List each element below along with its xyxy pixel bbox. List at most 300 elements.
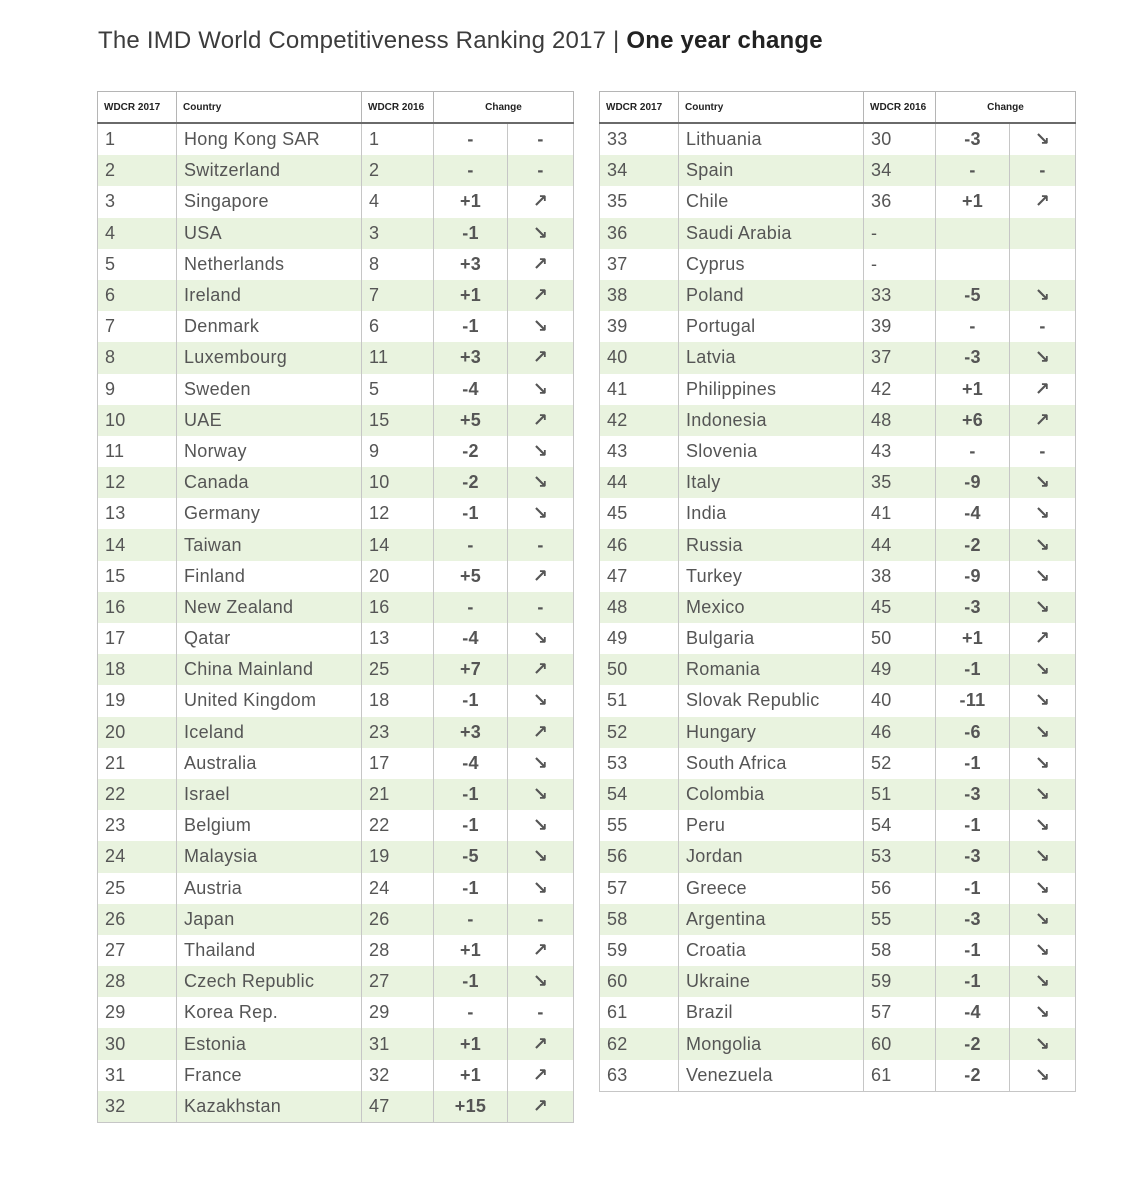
country-cell: Netherlands — [177, 249, 362, 280]
rank-2017-cell: 26 — [98, 904, 177, 935]
rank-2017-cell: 50 — [600, 654, 679, 685]
country-cell: Poland — [679, 280, 864, 311]
change-value-cell: - — [434, 997, 508, 1028]
country-cell: Australia — [177, 748, 362, 779]
rank-2016-cell: 28 — [362, 935, 434, 966]
no-change-icon: - — [1010, 436, 1076, 467]
change-value-cell: +1 — [434, 935, 508, 966]
rank-2016-cell: 18 — [362, 685, 434, 716]
rank-2016-cell: 36 — [864, 186, 936, 217]
no-change-icon: - — [508, 592, 574, 623]
rank-2016-cell: 2 — [362, 155, 434, 186]
rank-2017-cell: 20 — [98, 717, 177, 748]
rank-2017-cell: 23 — [98, 810, 177, 841]
table-row — [600, 249, 1076, 280]
rank-2016-cell: 61 — [864, 1060, 936, 1092]
rank-2016-cell: 58 — [864, 935, 936, 966]
arrow-up-icon: ↗ — [508, 249, 574, 280]
change-value-cell: +1 — [936, 186, 1010, 217]
change-value-cell: +5 — [434, 405, 508, 436]
rank-2016-cell: 23 — [362, 717, 434, 748]
rank-2017-cell: 14 — [98, 529, 177, 560]
arrow-up-icon: ↗ — [1010, 186, 1076, 217]
arrow-down-icon: ↘ — [1010, 717, 1076, 748]
rank-2016-cell: 52 — [864, 748, 936, 779]
change-value-cell: -1 — [936, 873, 1010, 904]
change-value-cell: - — [936, 155, 1010, 186]
rank-2016-cell: 11 — [362, 342, 434, 373]
table-row — [600, 654, 1076, 685]
no-change-icon: - — [1010, 155, 1076, 186]
rank-2017-cell: 6 — [98, 280, 177, 311]
rank-2017-cell: 59 — [600, 935, 679, 966]
arrow-up-icon: ↗ — [508, 1028, 574, 1059]
rank-2016-cell: 8 — [362, 249, 434, 280]
rank-2016-cell: 41 — [864, 498, 936, 529]
rank-2017-cell: 54 — [600, 779, 679, 810]
table-row — [600, 218, 1076, 249]
change-value-cell: - — [936, 436, 1010, 467]
rank-2017-cell: 46 — [600, 529, 679, 560]
change-value-cell: - — [434, 529, 508, 560]
country-cell: Ukraine — [679, 966, 864, 997]
table-row — [98, 748, 574, 779]
no-change-icon: - — [508, 997, 574, 1028]
change-value-cell: +1 — [434, 1028, 508, 1059]
change-value-cell: -3 — [936, 779, 1010, 810]
rank-2017-cell: 56 — [600, 841, 679, 872]
table-row — [98, 498, 574, 529]
country-cell: Portugal — [679, 311, 864, 342]
arrow-down-icon: ↘ — [508, 841, 574, 872]
rank-2016-cell: - — [864, 249, 936, 280]
arrow-up-icon: ↗ — [508, 342, 574, 373]
table-row — [600, 374, 1076, 405]
rank-2016-cell: 40 — [864, 685, 936, 716]
country-cell: Lithuania — [679, 123, 864, 155]
rank-2016-cell: 14 — [362, 529, 434, 560]
rank-2016-cell: 3 — [362, 218, 434, 249]
change-value-cell: -6 — [936, 717, 1010, 748]
country-cell: New Zealand — [177, 592, 362, 623]
table-row — [98, 561, 574, 592]
change-value-cell: -4 — [936, 997, 1010, 1028]
country-cell: Slovenia — [679, 436, 864, 467]
ranking-table-right — [599, 91, 1076, 1092]
table-row — [600, 405, 1076, 436]
arrow-down-icon: ↘ — [508, 779, 574, 810]
table-row — [98, 218, 574, 249]
table-row — [98, 529, 574, 560]
rank-2016-cell: 45 — [864, 592, 936, 623]
table-row — [98, 623, 574, 654]
arrow-up-icon: ↗ — [508, 935, 574, 966]
country-cell: Croatia — [679, 935, 864, 966]
arrow-down-icon: ↘ — [1010, 498, 1076, 529]
rank-2017-cell: 35 — [600, 186, 679, 217]
change-value-cell: -1 — [936, 966, 1010, 997]
arrow-down-icon: ↘ — [1010, 685, 1076, 716]
country-cell: USA — [177, 218, 362, 249]
rank-2016-cell: 15 — [362, 405, 434, 436]
country-cell: Slovak Republic — [679, 685, 864, 716]
table-row — [98, 186, 574, 217]
arrow-up-icon: ↗ — [508, 280, 574, 311]
rank-2016-cell: 26 — [362, 904, 434, 935]
table-row — [98, 467, 574, 498]
change-value-cell: -4 — [936, 498, 1010, 529]
no-change-icon: - — [1010, 311, 1076, 342]
table-row — [600, 467, 1076, 498]
arrow-down-icon: ↘ — [1010, 123, 1076, 155]
rank-2016-cell: 51 — [864, 779, 936, 810]
rank-2017-cell: 28 — [98, 966, 177, 997]
col-header-country: Country — [177, 92, 362, 124]
change-value-cell: +1 — [434, 186, 508, 217]
rank-2016-cell: 43 — [864, 436, 936, 467]
table-row — [98, 280, 574, 311]
ranking-table-left — [97, 91, 574, 1123]
rank-2016-cell: 5 — [362, 374, 434, 405]
rank-2016-cell: 4 — [362, 186, 434, 217]
arrow-down-icon: ↘ — [1010, 561, 1076, 592]
rank-2017-cell: 33 — [600, 123, 679, 155]
rank-2017-cell: 17 — [98, 623, 177, 654]
rank-2017-cell: 60 — [600, 966, 679, 997]
rank-2016-cell: 22 — [362, 810, 434, 841]
rank-2017-cell: 53 — [600, 748, 679, 779]
table-row — [600, 342, 1076, 373]
rank-2017-cell: 27 — [98, 935, 177, 966]
rank-2017-cell: 7 — [98, 311, 177, 342]
rank-2016-cell: 39 — [864, 311, 936, 342]
country-cell: Kazakhstan — [177, 1091, 362, 1123]
country-cell: Argentina — [679, 904, 864, 935]
arrow-down-icon: ↘ — [1010, 935, 1076, 966]
ranking-body-left — [98, 123, 574, 1123]
country-cell: Iceland — [177, 717, 362, 748]
rank-2017-cell: 32 — [98, 1091, 177, 1123]
country-cell: Czech Republic — [177, 966, 362, 997]
table-row — [600, 935, 1076, 966]
rank-2017-cell: 4 — [98, 218, 177, 249]
change-value-cell: -5 — [434, 841, 508, 872]
change-value-cell: -4 — [434, 623, 508, 654]
rank-2016-cell: 49 — [864, 654, 936, 685]
country-cell: China Mainland — [177, 654, 362, 685]
country-cell: Latvia — [679, 342, 864, 373]
change-value-cell: -1 — [936, 654, 1010, 685]
country-cell: Romania — [679, 654, 864, 685]
rank-2016-cell: 56 — [864, 873, 936, 904]
change-value-cell: -3 — [936, 123, 1010, 155]
rank-2017-cell: 9 — [98, 374, 177, 405]
change-value-cell: -2 — [936, 1028, 1010, 1059]
rank-2016-cell: - — [864, 218, 936, 249]
table-row — [98, 873, 574, 904]
country-cell: Canada — [177, 467, 362, 498]
rank-2016-cell: 34 — [864, 155, 936, 186]
change-value-cell: - — [434, 904, 508, 935]
table-row — [600, 498, 1076, 529]
country-cell: Taiwan — [177, 529, 362, 560]
col-header-wdcr2017: WDCR 2017 — [98, 92, 177, 124]
arrow-down-icon: ↘ — [508, 436, 574, 467]
table-row — [98, 1091, 574, 1123]
rank-2017-cell: 40 — [600, 342, 679, 373]
change-value-cell: -2 — [434, 467, 508, 498]
change-value-cell: +1 — [434, 280, 508, 311]
rank-2017-cell: 5 — [98, 249, 177, 280]
table-row — [600, 592, 1076, 623]
table-header-row — [98, 92, 574, 124]
change-value-cell: -1 — [434, 218, 508, 249]
arrow-down-icon: ↘ — [508, 218, 574, 249]
change-value-cell: - — [434, 592, 508, 623]
change-value-cell: +6 — [936, 405, 1010, 436]
rank-2017-cell: 3 — [98, 186, 177, 217]
rank-2016-cell: 9 — [362, 436, 434, 467]
rank-2017-cell: 57 — [600, 873, 679, 904]
table-row — [98, 810, 574, 841]
table-row — [600, 311, 1076, 342]
table-row — [98, 436, 574, 467]
rank-2016-cell: 55 — [864, 904, 936, 935]
change-value-cell: +3 — [434, 249, 508, 280]
rank-2017-cell: 48 — [600, 592, 679, 623]
arrow-down-icon: ↘ — [508, 748, 574, 779]
country-cell: Italy — [679, 467, 864, 498]
country-cell: Greece — [679, 873, 864, 904]
country-cell: Turkey — [679, 561, 864, 592]
table-row — [600, 561, 1076, 592]
country-cell: France — [177, 1060, 362, 1091]
table-row — [98, 841, 574, 872]
rank-2016-cell: 12 — [362, 498, 434, 529]
arrow-down-icon: ↘ — [508, 498, 574, 529]
rank-2016-cell: 20 — [362, 561, 434, 592]
rank-2017-cell: 51 — [600, 685, 679, 716]
rank-2017-cell: 31 — [98, 1060, 177, 1091]
change-value-cell: -3 — [936, 904, 1010, 935]
rank-2016-cell: 54 — [864, 810, 936, 841]
country-cell: Cyprus — [679, 249, 864, 280]
rank-2017-cell: 13 — [98, 498, 177, 529]
change-value-cell: -3 — [936, 592, 1010, 623]
arrow-up-icon: ↗ — [508, 1091, 574, 1123]
country-cell: Belgium — [177, 810, 362, 841]
table-row — [98, 685, 574, 716]
table-row — [98, 249, 574, 280]
country-cell: Qatar — [177, 623, 362, 654]
change-value-cell: -1 — [936, 935, 1010, 966]
table-row — [98, 904, 574, 935]
rank-2016-cell: 33 — [864, 280, 936, 311]
country-cell: UAE — [177, 405, 362, 436]
table-row — [98, 374, 574, 405]
change-value-cell: +3 — [434, 717, 508, 748]
country-cell: Peru — [679, 810, 864, 841]
table-row — [600, 123, 1076, 155]
rank-2016-cell: 42 — [864, 374, 936, 405]
no-change-icon: - — [508, 155, 574, 186]
col-header-wdcr2016: WDCR 2016 — [864, 92, 936, 124]
country-cell: South Africa — [679, 748, 864, 779]
ranking-body-right — [600, 123, 1076, 1091]
change-value-cell: -4 — [434, 748, 508, 779]
rank-2016-cell: 47 — [362, 1091, 434, 1123]
rank-2016-cell: 31 — [362, 1028, 434, 1059]
rank-2017-cell: 37 — [600, 249, 679, 280]
change-value-cell: -5 — [936, 280, 1010, 311]
title-bold: One year change — [626, 27, 823, 54]
change-value-cell: -1 — [434, 810, 508, 841]
rank-2017-cell: 30 — [98, 1028, 177, 1059]
arrow-up-icon: ↗ — [508, 186, 574, 217]
table-row — [600, 904, 1076, 935]
arrow-up-icon: ↗ — [1010, 374, 1076, 405]
table-row — [600, 529, 1076, 560]
arrow-down-icon: ↘ — [508, 311, 574, 342]
country-cell: Malaysia — [177, 841, 362, 872]
rank-2017-cell: 62 — [600, 1028, 679, 1059]
change-value-cell: -1 — [936, 748, 1010, 779]
rank-2016-cell: 10 — [362, 467, 434, 498]
rank-2017-cell: 61 — [600, 997, 679, 1028]
rank-2017-cell: 44 — [600, 467, 679, 498]
rank-2017-cell: 29 — [98, 997, 177, 1028]
rank-2016-cell: 32 — [362, 1060, 434, 1091]
change-value-cell: -2 — [936, 529, 1010, 560]
change-value-cell: -3 — [936, 841, 1010, 872]
table-row — [600, 436, 1076, 467]
rank-2017-cell: 24 — [98, 841, 177, 872]
country-cell: Russia — [679, 529, 864, 560]
country-cell: Philippines — [679, 374, 864, 405]
country-cell: Thailand — [177, 935, 362, 966]
country-cell: Sweden — [177, 374, 362, 405]
rank-2016-cell: 17 — [362, 748, 434, 779]
rank-2017-cell: 38 — [600, 280, 679, 311]
change-value-cell: -1 — [434, 873, 508, 904]
country-cell: Colombia — [679, 779, 864, 810]
rank-2017-cell: 49 — [600, 623, 679, 654]
rank-2017-cell: 43 — [600, 436, 679, 467]
arrow-down-icon: ↘ — [1010, 1060, 1076, 1092]
rank-2017-cell: 22 — [98, 779, 177, 810]
country-cell: Jordan — [679, 841, 864, 872]
arrow-down-icon: ↘ — [1010, 841, 1076, 872]
rank-2017-cell: 12 — [98, 467, 177, 498]
table-row — [98, 1060, 574, 1091]
empty-change-cell — [1010, 249, 1076, 280]
country-cell: Finland — [177, 561, 362, 592]
arrow-down-icon: ↘ — [508, 374, 574, 405]
table-row — [98, 155, 574, 186]
table-row — [600, 280, 1076, 311]
change-value-cell: -9 — [936, 561, 1010, 592]
arrow-down-icon: ↘ — [1010, 654, 1076, 685]
table-row — [98, 779, 574, 810]
rank-2017-cell: 2 — [98, 155, 177, 186]
table-row — [600, 717, 1076, 748]
col-header-change: Change — [434, 92, 574, 124]
change-value-cell: - — [936, 311, 1010, 342]
rank-2017-cell: 52 — [600, 717, 679, 748]
country-cell: Saudi Arabia — [679, 218, 864, 249]
rank-2016-cell: 35 — [864, 467, 936, 498]
rank-2016-cell: 53 — [864, 841, 936, 872]
arrow-down-icon: ↘ — [1010, 529, 1076, 560]
arrow-down-icon: ↘ — [1010, 280, 1076, 311]
rank-2017-cell: 1 — [98, 123, 177, 155]
table-row — [600, 810, 1076, 841]
rank-2017-cell: 42 — [600, 405, 679, 436]
no-change-icon: - — [508, 529, 574, 560]
table-row — [98, 935, 574, 966]
table-row — [98, 966, 574, 997]
col-header-wdcr2017: WDCR 2017 — [600, 92, 679, 124]
arrow-down-icon: ↘ — [1010, 904, 1076, 935]
change-value-cell: -1 — [434, 966, 508, 997]
arrow-up-icon: ↗ — [1010, 623, 1076, 654]
arrow-down-icon: ↘ — [1010, 748, 1076, 779]
country-cell: Hong Kong SAR — [177, 123, 362, 155]
arrow-down-icon: ↘ — [508, 810, 574, 841]
arrow-up-icon: ↗ — [508, 1060, 574, 1091]
country-cell: Switzerland — [177, 155, 362, 186]
change-value-cell: -1 — [434, 685, 508, 716]
rank-2017-cell: 58 — [600, 904, 679, 935]
no-change-icon: - — [508, 123, 574, 155]
rank-2017-cell: 47 — [600, 561, 679, 592]
rank-2017-cell: 10 — [98, 405, 177, 436]
empty-change-cell — [1010, 218, 1076, 249]
change-value-cell: -1 — [936, 810, 1010, 841]
rank-2016-cell: 1 — [362, 123, 434, 155]
rank-2016-cell: 19 — [362, 841, 434, 872]
country-cell: Brazil — [679, 997, 864, 1028]
rank-2017-cell: 15 — [98, 561, 177, 592]
country-cell: Israel — [177, 779, 362, 810]
table-header-row — [600, 92, 1076, 124]
page-title — [98, 27, 823, 55]
change-value-cell: -4 — [434, 374, 508, 405]
country-cell: Japan — [177, 904, 362, 935]
change-value-cell: +15 — [434, 1091, 508, 1123]
rank-2016-cell: 13 — [362, 623, 434, 654]
country-cell: Estonia — [177, 1028, 362, 1059]
country-cell: Singapore — [177, 186, 362, 217]
country-cell: Chile — [679, 186, 864, 217]
rank-2016-cell: 37 — [864, 342, 936, 373]
rank-2016-cell: 25 — [362, 654, 434, 685]
country-cell: Hungary — [679, 717, 864, 748]
country-cell: Germany — [177, 498, 362, 529]
table-row — [98, 311, 574, 342]
country-cell: Spain — [679, 155, 864, 186]
rank-2016-cell: 50 — [864, 623, 936, 654]
change-value-cell: -2 — [434, 436, 508, 467]
country-cell: Korea Rep. — [177, 997, 362, 1028]
rank-2016-cell: 60 — [864, 1028, 936, 1059]
arrow-up-icon: ↗ — [1010, 405, 1076, 436]
rank-2017-cell: 25 — [98, 873, 177, 904]
rank-2016-cell: 29 — [362, 997, 434, 1028]
country-cell: Norway — [177, 436, 362, 467]
table-row — [98, 342, 574, 373]
rank-2016-cell: 30 — [864, 123, 936, 155]
